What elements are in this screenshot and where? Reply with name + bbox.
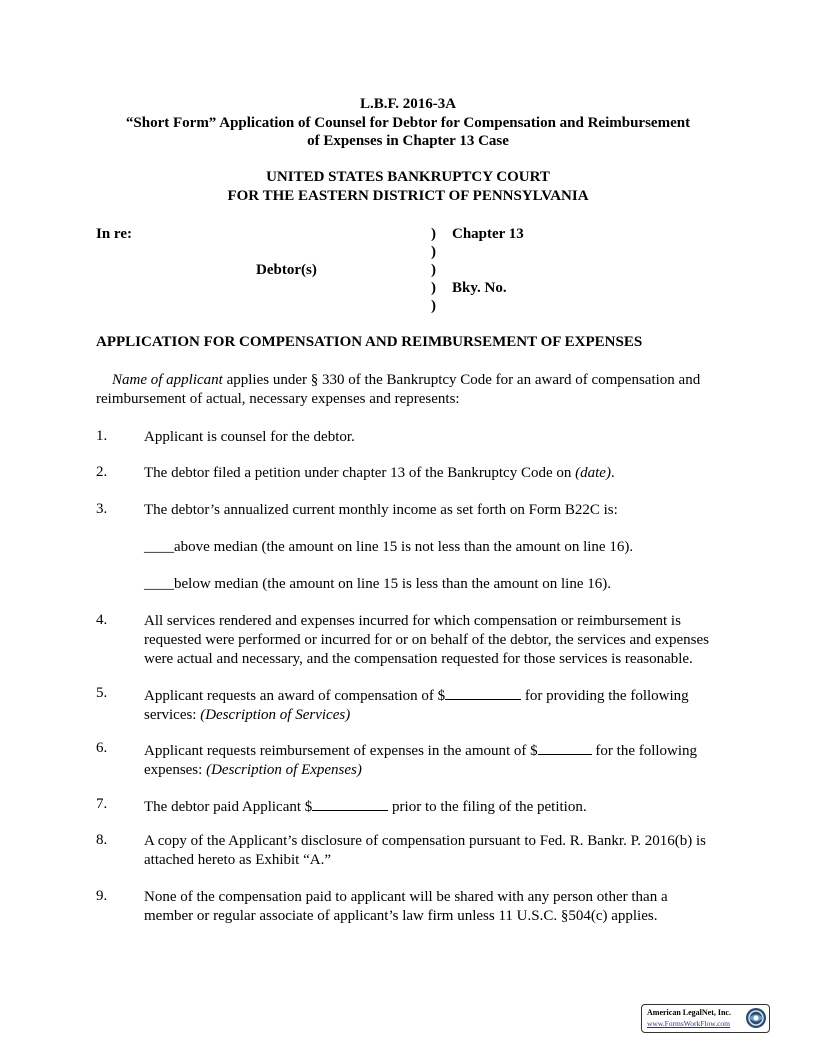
application-heading: APPLICATION FOR COMPENSATION AND REIMBURSEMENT OF EXPENSES — [96, 334, 643, 350]
item-number: 8. — [96, 832, 108, 848]
item-9-line1: None of the compensation paid to applicant will be shared with any person other than a — [144, 889, 668, 905]
item-4-line2: requested were performed or incurred for or on behalf of the debtor, the services and expenses — [144, 632, 709, 648]
item-number: 3. — [96, 501, 108, 517]
item-number: 4. — [96, 612, 108, 628]
badge-website-link[interactable]: www.FormsWorkFlow.com — [647, 1019, 731, 1028]
item-4-line1: All services rendered and expenses incurred for which compensation or reimbursement is — [144, 613, 681, 629]
bky-no-label: Bky. No. — [452, 280, 507, 296]
item-number: 1. — [96, 428, 108, 444]
item-8-line1: A copy of the Applicant’s disclosure of compensation pursuant to Fed. R. Bankr. P. 2016(b) is — [144, 833, 707, 849]
intro-text-line1: applies under § 330 of the Bankruptcy Code for an award of compensation and — [222, 372, 701, 388]
compensation-amount-field[interactable] — [445, 685, 521, 700]
item-9-line2: member or regular associate of applicant’s law firm unless 11 U.S.C. §504(c) applies. — [144, 908, 658, 924]
caption-paren: ) — [431, 298, 436, 314]
item-9-text — [144, 888, 734, 926]
item-5-line2a: services: — [144, 707, 201, 723]
date-placeholder: (date) — [575, 465, 611, 481]
item-2-text — [144, 464, 734, 483]
caption-paren: ) — [431, 244, 436, 260]
below-median-blank[interactable]: ____ — [144, 576, 174, 592]
item-1-text: Applicant is counsel for the debtor. — [144, 429, 355, 445]
above-median-blank[interactable]: ____ — [144, 539, 174, 555]
item-5-line1b: for providing the following — [521, 688, 689, 704]
chapter-label: Chapter 13 — [452, 226, 524, 242]
intro-paragraph — [96, 371, 736, 409]
item-number: 6. — [96, 740, 108, 756]
badge-company: American LegalNet, Inc. — [647, 1008, 731, 1017]
intro-text-line2: reimbursement of actual, necessary expenses and represents: — [96, 391, 460, 407]
caption-paren: ) — [431, 280, 436, 296]
expenses-amount-field[interactable] — [538, 740, 592, 755]
debtor-label: Debtor(s) — [256, 262, 317, 278]
paid-amount-field[interactable] — [312, 796, 388, 811]
globe-logo-icon — [745, 1007, 767, 1029]
item-6-line2a: expenses: — [144, 762, 207, 778]
item-6-text — [144, 740, 734, 780]
item-2-main: The debtor filed a petition under chapter 13 of the Bankruptcy Code on — [144, 465, 576, 481]
applicant-name-placeholder: Name of applicant — [112, 372, 223, 388]
item-4-line3: were actual and necessary, and the compensation requested for those services is reasonable. — [144, 651, 693, 667]
in-re-label: In re: — [96, 226, 132, 242]
item-7-a: The debtor paid Applicant $ — [144, 799, 313, 815]
item-6-line1b: for the following — [591, 743, 698, 759]
below-median-text: below median (the amount on line 15 is less than the amount on line 16). — [174, 576, 611, 592]
caption-paren: ) — [431, 226, 436, 242]
item-8-text — [144, 832, 734, 870]
services-description-placeholder: (Description of Services) — [200, 707, 351, 723]
item-5-text — [144, 685, 734, 725]
item-number: 7. — [96, 796, 108, 812]
expenses-description-placeholder: (Description of Expenses) — [206, 762, 362, 778]
item-number: 5. — [96, 685, 108, 701]
item-3-text: The debtor’s annualized current monthly income as set forth on Form B22C is: — [144, 502, 618, 518]
item-2-period: . — [610, 465, 615, 481]
above-median-option[interactable] — [144, 538, 734, 557]
item-7-b: prior to the filing of the petition. — [388, 799, 587, 815]
caption-paren: ) — [431, 262, 436, 278]
above-median-text: above median (the amount on line 15 is not less than the amount on line 16). — [174, 539, 634, 555]
item-number: 2. — [96, 464, 108, 480]
item-4-text — [144, 612, 734, 669]
below-median-option[interactable] — [144, 575, 734, 594]
item-8-line2: attached hereto as Exhibit “A.” — [144, 852, 332, 868]
form-number: L.B.F. 2016-3A — [359, 96, 457, 112]
item-6-line1a: Applicant requests reimbursement of expenses in the amount of $ — [144, 743, 538, 759]
item-7-text — [144, 796, 734, 817]
form-title-line2: of Expenses in Chapter 13 Case — [307, 133, 509, 149]
item-number: 9. — [96, 888, 108, 904]
american-legalnet-badge[interactable] — [641, 1004, 770, 1033]
item-5-line1a: Applicant requests an award of compensation of $ — [144, 688, 446, 704]
form-title-line1: “Short Form” Application of Counsel for Debtor for Compensation and Reimbursement — [125, 115, 691, 131]
court-name: UNITED STATES BANKRUPTCY COURT — [266, 169, 550, 185]
court-district: FOR THE EASTERN DISTRICT OF PENNSYLVANIA — [227, 188, 589, 204]
